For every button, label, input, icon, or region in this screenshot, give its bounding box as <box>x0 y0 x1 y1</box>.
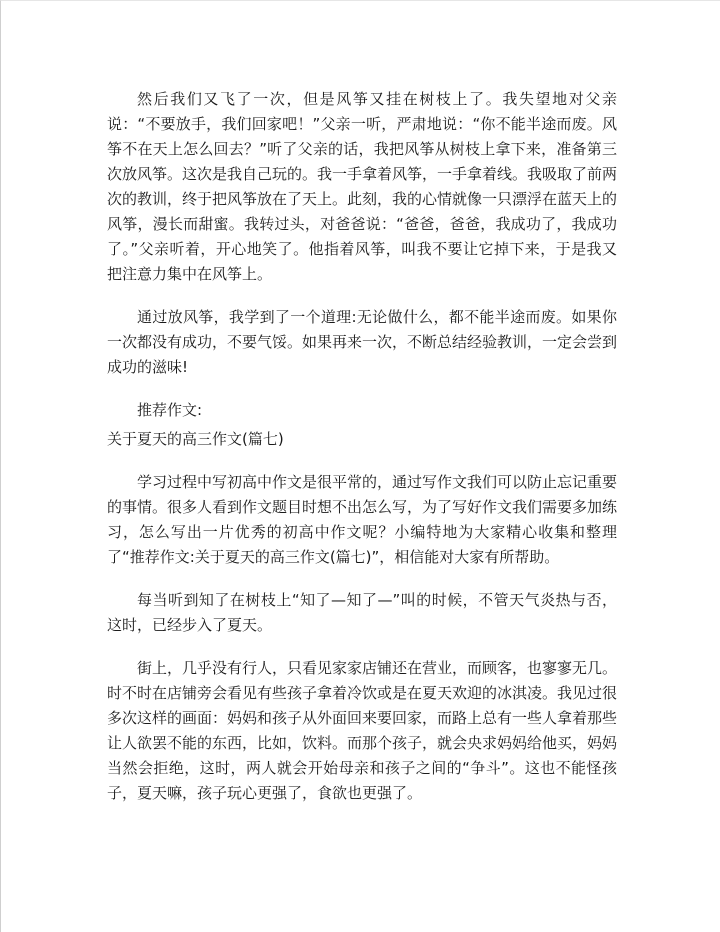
paragraph-street: 街上，几乎没有行人，只看见家家店铺还在营业，而顾客，也寥寥无几。时不时在店铺旁会看见有些孩子拿着冷饮或是在夏天欢迎的冰淇凌。我见过很多次这样的画面：妈妈和孩子从外面回来要回家，而路上总有一些人拿着那些让人欲罢不能的东西，比如，饮料。而那个孩子，就会央求妈妈给他买，妈妈当然会拒绝，这时，两人就会开始母亲和孩子之间的“争斗”。这也不能怪孩子，夏天嘛，孩子玩心更强了，食欲也更强了。 <box>107 659 618 802</box>
paragraph-cicada: 每当听到知了在树枝上“知了—知了—”叫的时候，不管天气炎热与否，这时，已经步入了夏天。 <box>107 591 617 634</box>
paragraph-kite-third-flight: 然后我们又飞了一次，但是风筝又挂在树枝上了。我失望地对父亲说：“不要放手，我们回家吧！”父亲一听，严肃地说：“你不能半途而废。风筝不在天上怎么回去？”听了父亲的话，我把风筝从树枝上拿下来，准备第三次放风筝。这次是我自己玩的。我一手拿着风筝，一手拿着线。我吸取了前两次的教训，终于把风筝放在了天上。此刻，我的心情就像一只漂浮在蓝天上的风筝，漫长而甜蜜。我转过头，对爸爸说：“爸爸，爸爸，我成功了，我成功了。”父亲听着，开心地笑了。他指着风筝，叫我不要让它掉下来，于是我又把注意力集中在风筝上。 <box>107 90 618 283</box>
paragraph-kite-lesson: 通过放风筝，我学到了一个道理:无论做什么，都不能半途而废。如果你一次都没有成功，不要气馁。如果再来一次，不断总结经验教训，一定会尝到成功的滋味! <box>107 308 618 376</box>
paragraph-intro: 学习过程中写初高中作文是很平常的，通过写作文我们可以防止忘记重要的事情。很多人看到作文题目时想不出怎么写，为了写好作文我们需要多加练习，怎么写出一片优秀的初高中作文呢？小编特地为大家精心收集和整理了“推荐作文:关于夏天的高三作文(篇七)”，相信能对大家有所帮助。 <box>107 473 618 566</box>
document-body <box>107 87 617 824</box>
recommend-label: 推荐作文: <box>137 401 203 419</box>
section-title: 关于夏天的高三作文(篇七) <box>107 430 284 448</box>
